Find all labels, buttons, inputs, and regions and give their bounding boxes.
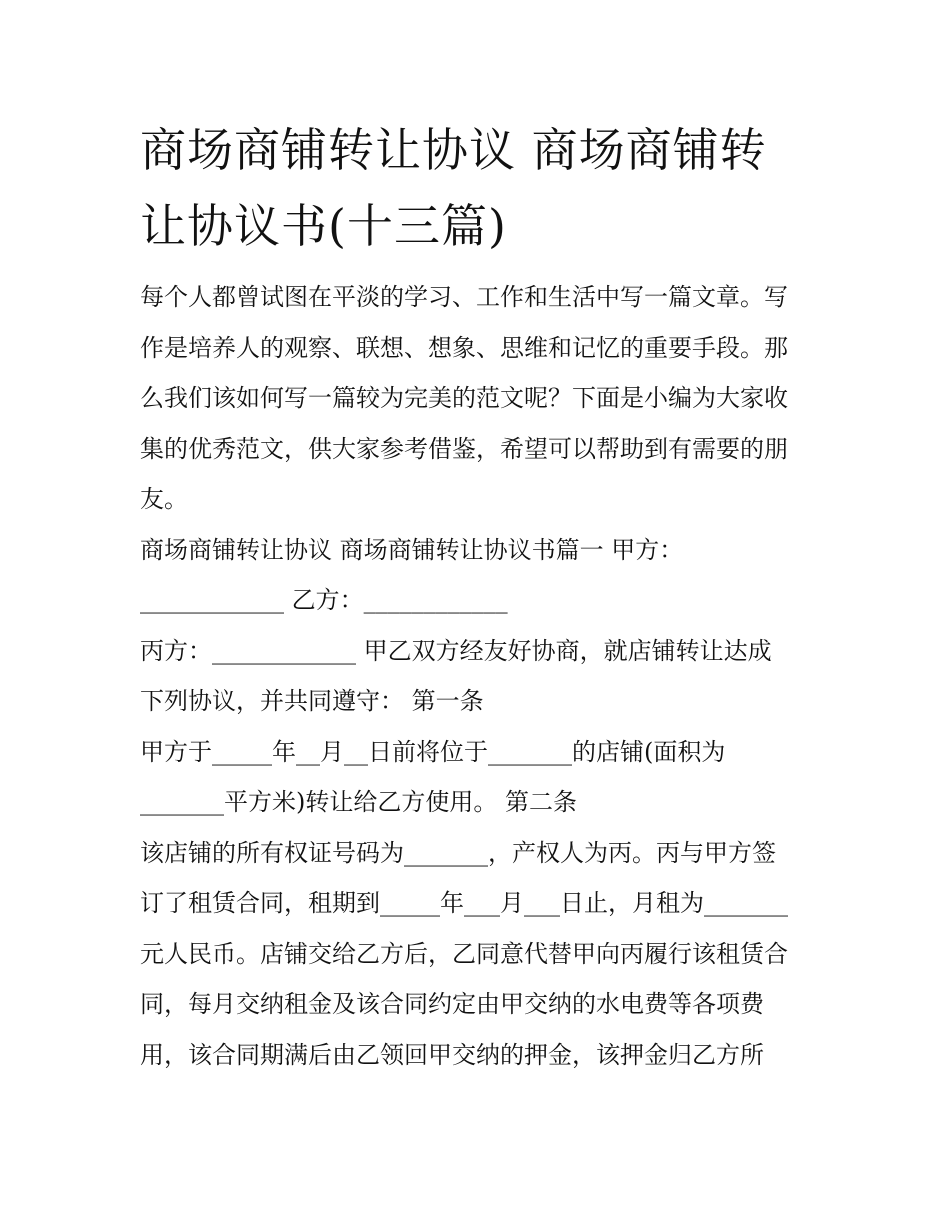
body-line: 用，该合同期满后由乙领回甲交纳的押金，该押金归乙方所 (140, 1040, 764, 1069)
intro-line: 每个人都曾试图在平淡的学习、工作和生活中写一篇文章。写 (140, 283, 788, 311)
body-line: 商场商铺转让协议 商场商铺转让协议书篇一 甲方： (140, 535, 684, 564)
title-line: 商场商铺转让协议 商场商铺转 (140, 123, 767, 177)
body-line: ____________ 乙方：____________ (140, 586, 508, 614)
document-content (140, 112, 820, 1080)
agreement-body (140, 525, 820, 1081)
intro-line: 么我们该如何写一篇较为完美的范文呢？下面是小编为大家收 (140, 384, 788, 412)
body-line: 该店铺的所有权证号码为_______，产权人为丙。丙与甲方签 (140, 838, 776, 867)
body-line: 元人民币。店铺交给乙方后，乙同意代替甲向丙履行该租赁合 (140, 939, 788, 968)
title-line: 让协议书(十三篇) (140, 199, 507, 253)
intro-line: 作是培养人的观察、联想、想象、思维和记忆的重要手段。那 (140, 333, 788, 362)
intro-paragraph (140, 272, 820, 525)
intro-line: 集的优秀范文，供大家参考借鉴，希望可以帮助到有需要的朋 (140, 434, 788, 463)
body-line: 同，每月交纳租金及该合同约定由甲交纳的水电费等各项费 (140, 990, 764, 1018)
body-line: _______平方米)转让给乙方使用。 第二条 (140, 788, 577, 816)
document-title (140, 112, 820, 264)
body-line: 甲方于_____年__月__日前将位于_______的店铺(面积为 (140, 737, 726, 766)
body-line: 订了租赁合同，租期到_____年___月___日止，月租为_______ (140, 889, 788, 917)
body-line: 丙方：____________ 甲乙双方经友好协商，就店铺转让达成 (140, 636, 772, 665)
intro-line: 友。 (140, 485, 188, 513)
body-line: 下列协议，并共同遵守： 第一条 (140, 687, 484, 715)
